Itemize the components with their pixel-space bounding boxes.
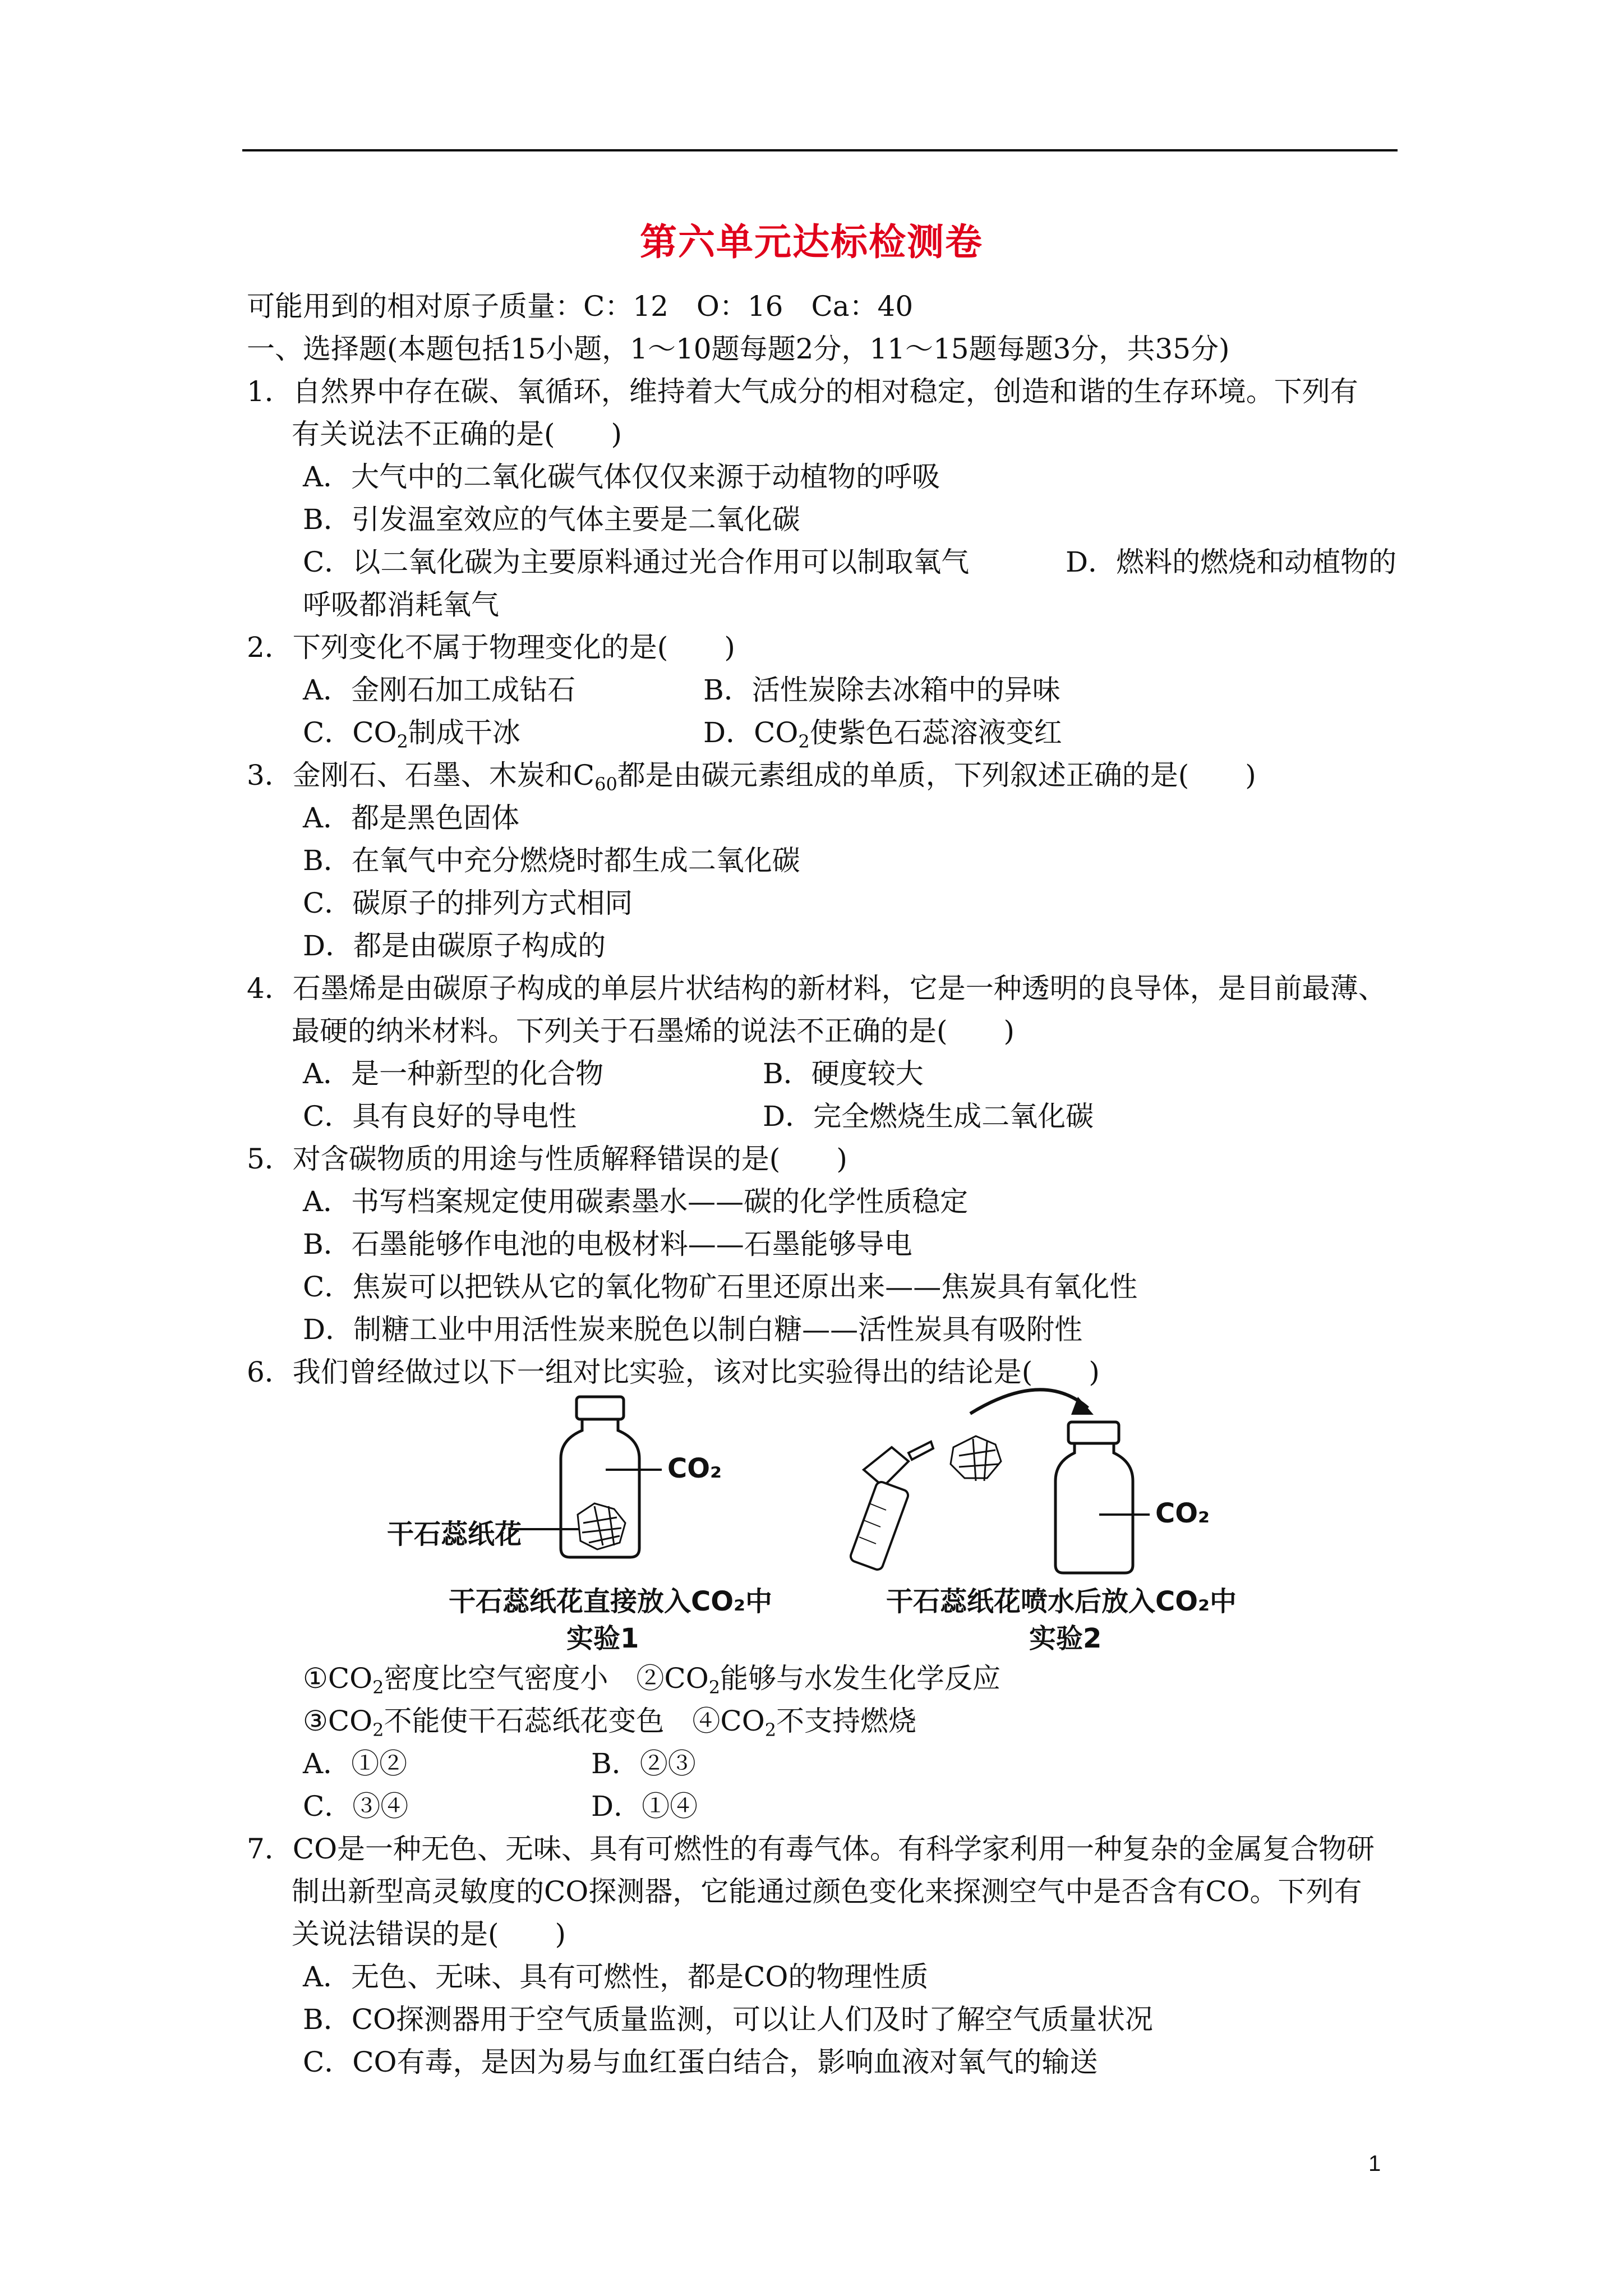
q4-stem-line2: 最硬的纳米材料。下列关于石墨烯的说法不正确的是( ) — [292, 1015, 1015, 1047]
q3-option-c: C．碳原子的排列方式相同 — [303, 887, 633, 919]
q5-stem: 5．对含碳物质的用途与性质解释错误的是( ) — [247, 1143, 847, 1175]
q3-option-b: B．在氧气中充分燃烧时都生成二氧化碳 — [303, 844, 800, 877]
q7-option-c: C．CO有毒，是因为易与血红蛋白结合，影响血液对氧气的输送 — [303, 2046, 1098, 2078]
q7-option-a: A．无色、无味、具有可燃性，都是CO的物理性质 — [303, 1961, 929, 1993]
q3-stem — [247, 754, 1256, 797]
q4-option-d: D．完全燃烧生成二氧化碳 — [763, 1100, 1094, 1133]
jar-2 — [1055, 1422, 1133, 1573]
caption-exp-2: 干石蕊纸花喷水后放入CO₂中 — [886, 1586, 1237, 1617]
q6-option-c: C．③④ — [303, 1790, 409, 1823]
page-number: 1 — [1368, 2151, 1381, 2176]
q1-option-a: A．大气中的二氧化碳气体仅仅来源于动植物的呼吸 — [303, 461, 940, 493]
q6-option-a: A．①② — [303, 1747, 408, 1780]
q6-s1-pre: ①CO — [303, 1662, 373, 1695]
q1-stem-line1: 1．自然界中存在碳、氧循环，维持着大气成分的相对稳定，创造和谐的生存环境。下列有 — [247, 375, 1358, 408]
spray-bottle — [849, 1442, 933, 1571]
q4-option-c: C．具有良好的导电性 — [303, 1100, 577, 1133]
header-rule — [242, 149, 1398, 151]
q7-stem-line1: 7．CO是一种无色、无味、具有可燃性的有毒气体。有科学家利用一种复杂的金属复合物研 — [247, 1833, 1375, 1865]
q2-option-a: A．金刚石加工成钻石 — [303, 674, 576, 706]
transfer-arrow — [970, 1389, 1088, 1414]
q6-s2-post2: 不支持燃烧 — [776, 1705, 917, 1737]
q3-option-a: A．都是黑色固体 — [303, 802, 520, 834]
caption-exp-1: 干石蕊纸花直接放入CO₂中 — [449, 1586, 773, 1617]
q6-option-d: D．①④ — [591, 1790, 698, 1823]
q4-option-b: B．硬度较大 — [763, 1057, 924, 1090]
q2-d-sub: 2 — [798, 731, 810, 752]
q2-option-c — [303, 711, 520, 754]
q5-option-b: B．石墨能够作电池的电极材料——石墨能够导电 — [303, 1228, 912, 1260]
q6-statements-1 — [303, 1657, 1000, 1700]
q3-stem-post: 都是由碳元素组成的单质，下列叙述正确的是( ) — [617, 759, 1256, 792]
q7-option-b: B．CO探测器用于空气质量监测，可以让人们及时了解空气质量状况 — [303, 2003, 1153, 2036]
q4-option-a: A．是一种新型的化合物 — [303, 1057, 604, 1090]
q1-option-c: C．以二氧化碳为主要原料通过光合作用可以制取氧气 — [303, 546, 970, 578]
q2-c-sub: 2 — [396, 731, 408, 752]
co2-label-1: CO₂ — [667, 1453, 722, 1484]
q6-stem: 6．我们曾经做过以下一组对比实验，该对比实验得出的结论是( ) — [247, 1356, 1100, 1388]
exp-1-label: 实验1 — [566, 1623, 639, 1654]
q6-s1-sub2: 2 — [708, 1677, 721, 1698]
section-heading: 一、选择题(本题包括15小题，1～10题每题2分，11～15题每题3分，共35分) — [247, 333, 1230, 365]
q3-stem-pre: 3．金刚石、石墨、木炭和C — [247, 759, 595, 792]
co2-label-2: CO₂ — [1155, 1498, 1210, 1529]
q1-option-d: D．燃料的燃烧和动植物的 — [1066, 546, 1397, 578]
q2-c-pre: C．CO — [303, 716, 397, 749]
page-title: 第六单元达标检测卷 — [640, 220, 983, 264]
q6-statements-2 — [303, 1700, 916, 1742]
q5-option-d: D．制糖工业中用活性炭来脱色以制白糖——活性炭具有吸附性 — [303, 1313, 1083, 1346]
atomic-mass-line: 可能用到的相对原子质量：C：12 O：16 Ca：40 — [247, 290, 914, 323]
q4-stem-line1: 4．石墨烯是由碳原子构成的单层片状结构的新材料，它是一种透明的良导体，是目前最薄、 — [247, 972, 1386, 1005]
q7-stem-line2: 制出新型高灵敏度的CO探测器，它能通过颜色变化来探测空气中是否含有CO。下列有 — [292, 1875, 1362, 1908]
q2-d-pre: D．CO — [703, 716, 799, 749]
q1-option-b: B．引发温室效应的气体主要是二氧化碳 — [303, 503, 800, 536]
q2-c-post: 制成干冰 — [408, 716, 520, 749]
experiment-figure — [370, 1386, 1267, 1654]
q7-stem-line3: 关说法错误的是( ) — [292, 1918, 566, 1950]
q5-option-a: A．书写档案规定使用碳素墨水——碳的化学性质稳定 — [303, 1185, 969, 1218]
exp-2-label: 实验2 — [1029, 1623, 1102, 1654]
q1-option-d-cont: 呼吸都消耗氧气 — [303, 588, 499, 621]
q2-option-d — [703, 711, 1062, 754]
q6-option-b: B．②③ — [591, 1747, 696, 1780]
q1-stem-line2: 有关说法不正确的是( ) — [292, 418, 623, 450]
q2-option-b: B．活性炭除去冰箱中的异味 — [703, 674, 1061, 706]
q3-option-d: D．都是由碳原子构成的 — [303, 930, 606, 962]
litmus-flower-1 — [578, 1503, 625, 1549]
q2-d-post: 使紫色石蕊溶液变红 — [809, 716, 1062, 749]
q5-option-c: C．焦炭可以把铁从它的氧化物矿石里还原出来——焦炭具有氧化性 — [303, 1271, 1138, 1303]
q6-s2-post: 不能使干石蕊纸花变色 ④CO — [384, 1705, 765, 1737]
litmus-flower-2 — [951, 1436, 1001, 1481]
q3-stem-sub: 60 — [594, 774, 617, 795]
q6-s2-sub: 2 — [372, 1719, 384, 1741]
q6-s1-post2: 能够与水发生化学反应 — [720, 1662, 1001, 1695]
q6-s1-sub: 2 — [372, 1677, 384, 1698]
q6-s2-sub2: 2 — [764, 1719, 777, 1741]
q6-s2-pre: ③CO — [303, 1705, 373, 1737]
q6-s1-post: 密度比空气密度小 ②CO — [384, 1662, 709, 1695]
flower-label: 干石蕊纸花 — [387, 1519, 522, 1550]
q2-stem: 2．下列变化不属于物理变化的是( ) — [247, 631, 735, 664]
